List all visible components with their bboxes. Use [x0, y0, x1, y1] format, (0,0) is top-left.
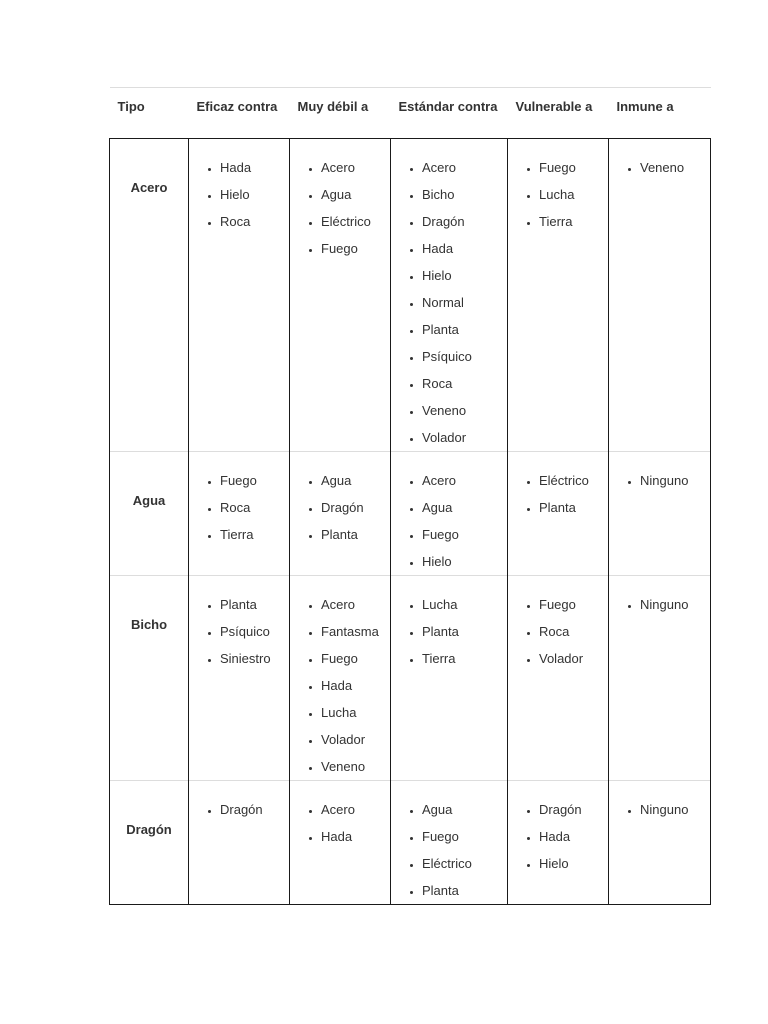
- type-cell: [110, 781, 189, 905]
- estandar-contra-cell: [391, 452, 508, 576]
- estandar-contra-cell: [391, 781, 508, 905]
- list-item: • Bicho: [422, 181, 507, 208]
- list-item: • Volador: [422, 424, 507, 451]
- list-item: • Hielo: [422, 262, 507, 289]
- list-item: • Acero: [321, 154, 390, 181]
- list-item: • Roca: [220, 208, 289, 235]
- list-item: • Fuego: [422, 521, 507, 548]
- type-cell: [110, 576, 189, 781]
- vulnerable-a-cell: [508, 452, 609, 576]
- list-item: • Eléctrico: [539, 467, 608, 494]
- list-item: • Ninguno: [640, 591, 710, 618]
- type-chart-container: [109, 87, 710, 905]
- eficaz-contra-list: [189, 139, 289, 235]
- list-item: • Veneno: [640, 154, 710, 181]
- list-item: • Acero: [422, 467, 507, 494]
- header-eficaz-contra: Eficaz contra: [189, 88, 290, 139]
- inmune-a-cell: [609, 576, 711, 781]
- list-item: • Fuego: [422, 823, 507, 850]
- list-item: • Agua: [321, 181, 390, 208]
- list-item: • Agua: [321, 467, 390, 494]
- eficaz-contra-cell: [189, 781, 290, 905]
- list-item: • Tierra: [539, 208, 608, 235]
- table-header-row: [110, 88, 711, 139]
- list-item: • Hielo: [422, 548, 507, 575]
- vulnerable-a-list: [508, 452, 608, 521]
- list-item: • Fuego: [539, 591, 608, 618]
- inmune-a-cell: [609, 452, 711, 576]
- list-item: • Lucha: [321, 699, 390, 726]
- list-item: • Fuego: [321, 645, 390, 672]
- eficaz-contra-list: [189, 781, 289, 823]
- type-name: Acero: [130, 180, 168, 195]
- inmune-a-cell: [609, 139, 711, 452]
- type-effectiveness-table: [109, 87, 711, 905]
- list-item: • Tierra: [422, 645, 507, 672]
- list-item: • Planta: [539, 494, 608, 521]
- list-item: • Psíquico: [422, 343, 507, 370]
- muy-debil-a-list: [290, 576, 390, 780]
- vulnerable-a-list: [508, 139, 608, 235]
- list-item: • Siniestro: [220, 645, 289, 672]
- table-row: [110, 781, 711, 905]
- list-item: • Planta: [321, 521, 390, 548]
- list-item: • Roca: [422, 370, 507, 397]
- type-name: Dragón: [126, 822, 172, 837]
- table-body: [110, 139, 711, 905]
- vulnerable-a-cell: [508, 139, 609, 452]
- type-name: Agua: [132, 493, 166, 508]
- header-tipo: Tipo: [110, 88, 189, 139]
- list-item: • Eléctrico: [321, 208, 390, 235]
- list-item: • Fuego: [321, 235, 390, 262]
- list-item: • Acero: [422, 154, 507, 181]
- inmune-a-list: [609, 452, 710, 494]
- type-cell: [110, 139, 189, 452]
- list-item: • Roca: [539, 618, 608, 645]
- inmune-a-list: [609, 139, 710, 181]
- list-item: • Planta: [220, 591, 289, 618]
- list-item: • Normal: [422, 289, 507, 316]
- eficaz-contra-cell: [189, 576, 290, 781]
- header-muy-debil-a: Muy débil a: [290, 88, 391, 139]
- table-row: [110, 452, 711, 576]
- table-row: [110, 139, 711, 452]
- inmune-a-list: [609, 781, 710, 823]
- inmune-a-list: [609, 576, 710, 618]
- list-item: • Lucha: [422, 591, 507, 618]
- eficaz-contra-list: [189, 452, 289, 548]
- estandar-contra-cell: [391, 576, 508, 781]
- header-estandar-contra: Estándar contra: [391, 88, 508, 139]
- type-name: Bicho: [130, 617, 168, 632]
- list-item: • Veneno: [321, 753, 390, 780]
- list-item: • Ninguno: [640, 467, 710, 494]
- list-item: • Dragón: [321, 494, 390, 521]
- list-item: • Lucha: [539, 181, 608, 208]
- list-item: • Hada: [321, 823, 390, 850]
- estandar-contra-list: [391, 452, 507, 575]
- list-item: • Ninguno: [640, 796, 710, 823]
- list-item: • Planta: [422, 877, 507, 904]
- list-item: • Hada: [422, 235, 507, 262]
- list-item: • Fuego: [220, 467, 289, 494]
- table-row: [110, 576, 711, 781]
- vulnerable-a-list: [508, 576, 608, 672]
- muy-debil-a-cell: [290, 452, 391, 576]
- list-item: • Hada: [321, 672, 390, 699]
- vulnerable-a-cell: [508, 781, 609, 905]
- list-item: • Planta: [422, 618, 507, 645]
- list-item: • Dragón: [422, 208, 507, 235]
- list-item: • Hielo: [220, 181, 289, 208]
- list-item: • Planta: [422, 316, 507, 343]
- estandar-contra-cell: [391, 139, 508, 452]
- list-item: • Psíquico: [220, 618, 289, 645]
- muy-debil-a-cell: [290, 576, 391, 781]
- list-item: • Tierra: [220, 521, 289, 548]
- eficaz-contra-cell: [189, 452, 290, 576]
- list-item: • Dragón: [220, 796, 289, 823]
- type-cell: [110, 452, 189, 576]
- list-item: • Hada: [539, 823, 608, 850]
- vulnerable-a-list: [508, 781, 608, 877]
- list-item: • Veneno: [422, 397, 507, 424]
- list-item: • Eléctrico: [422, 850, 507, 877]
- list-item: • Fuego: [539, 154, 608, 181]
- list-item: • Roca: [220, 494, 289, 521]
- list-item: • Hielo: [539, 850, 608, 877]
- list-item: • Volador: [539, 645, 608, 672]
- header-inmune-a: Inmune a: [609, 88, 711, 139]
- muy-debil-a-list: [290, 781, 390, 850]
- list-item: • Dragón: [539, 796, 608, 823]
- estandar-contra-list: [391, 139, 507, 451]
- muy-debil-a-cell: [290, 781, 391, 905]
- eficaz-contra-list: [189, 576, 289, 672]
- muy-debil-a-list: [290, 139, 390, 262]
- muy-debil-a-list: [290, 452, 390, 548]
- list-item: • Acero: [321, 591, 390, 618]
- eficaz-contra-cell: [189, 139, 290, 452]
- estandar-contra-list: [391, 781, 507, 904]
- header-vulnerable-a: Vulnerable a: [508, 88, 609, 139]
- estandar-contra-list: [391, 576, 507, 672]
- list-item: • Agua: [422, 494, 507, 521]
- vulnerable-a-cell: [508, 576, 609, 781]
- muy-debil-a-cell: [290, 139, 391, 452]
- inmune-a-cell: [609, 781, 711, 905]
- list-item: • Volador: [321, 726, 390, 753]
- list-item: • Hada: [220, 154, 289, 181]
- list-item: • Agua: [422, 796, 507, 823]
- list-item: • Fantasma: [321, 618, 390, 645]
- list-item: • Acero: [321, 796, 390, 823]
